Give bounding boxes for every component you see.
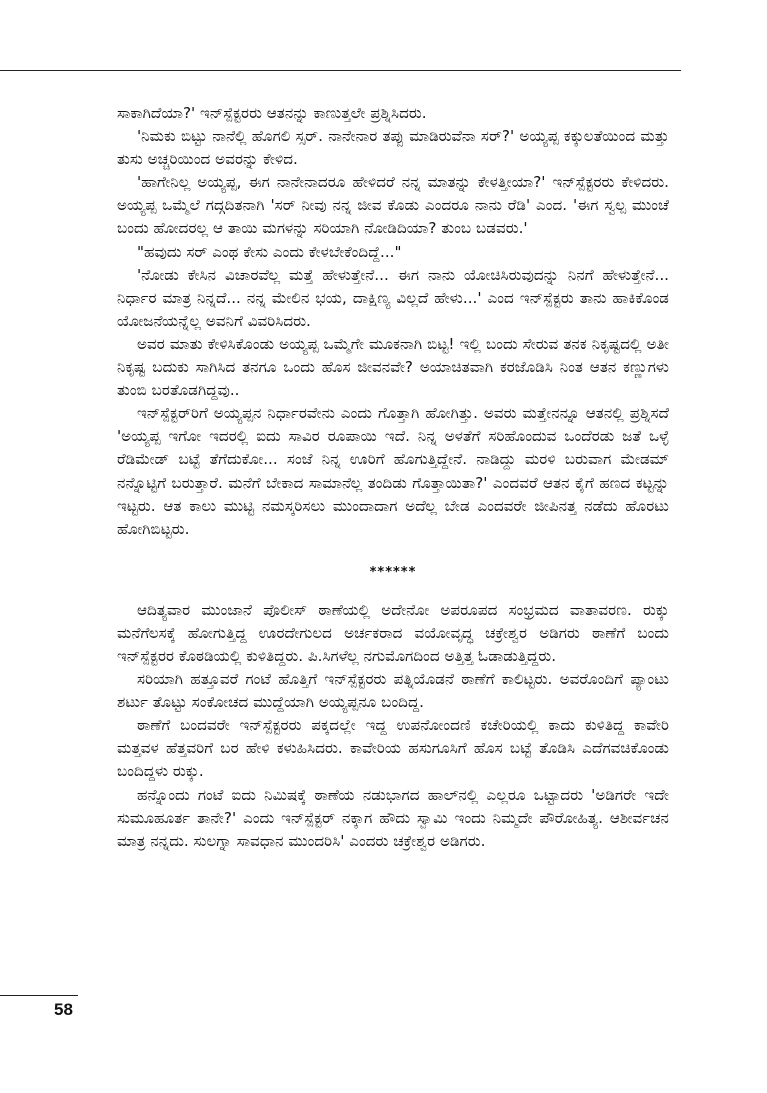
page-body-text [117, 102, 669, 853]
paragraph: ಹನ್ನೊಂದು ಗಂಟೆ ಐದು ನಿಮಿಷಕ್ಕೆ ಠಾಣೆಯ ನಡುಭಾಗದ ಹಾಲ್‌ನಲ್ಲಿ ಎಲ್ಲರೂ ಒಟ್ಟಾದರು 'ಅಡಿಗರೇ ಇದೇ ಸುಮೂಹೂರ್ತ ತಾನೇ?' ಎಂದು ಇನ್‌ಸ್ಪೆಕ್ಟರ್ ನಕ್ಕಾಗ ಹೌದು ಸ್ವಾಮಿ ಇಂದು ನಿಮ್ಮದೇ ಪೌರೋಹಿತ್ಯ. ಆಶೀರ್ವಚನ ಮಾತ್ರ ನನ್ನದು. ಸುಲಗ್ನಾ ಸಾವಧಾನ ಮುಂದರಿಸಿ' ಎಂದರು ಚಕ್ರೇಶ್ವರ ಅಡಿಗರು. [117, 785, 669, 850]
paragraph: ಠಾಣೆಗೆ ಬಂದವರೇ ಇನ್‌ಸ್ಪೆಕ್ಟರರು ಪಕ್ಕದಲ್ಲೇ ಇದ್ದ ಉಪನೋಂದಣಿ ಕಚೇರಿಯಲ್ಲಿ ಕಾದು ಕುಳಿತಿದ್ದ ಕಾವೇರಿ ಮತ್ತವಳ ಹೆತ್ತವರಿಗೆ ಬರ ಹೇಳಿ ಕಳುಹಿಸಿದರು. ಕಾವೇರಿಯ ಹಸುಗೂಸಿಗೆ ಹೊಸ ಬಟ್ಟೆ ತೊಡಿಸಿ ಎದೆಗವಚಿಕೊಂಡು ಬಂದಿದ್ದಳು ರುಕ್ಕು. [117, 716, 669, 781]
paragraph: ಸಾಕಾಗಿದೆಯಾ?' ಇನ್‌ಸ್ಪೆಕ್ಟರರು ಆತನನ್ನು ಕಾಣುತ್ತಲೇ ಪ್ರಶ್ನಿಸಿದರು. [117, 104, 427, 122]
paragraph: ಸರಿಯಾಗಿ ಹತ್ತೂವರೆ ಗಂಟೆ ಹೊತ್ತಿಗೆ ಇನ್‌ಸ್ಪೆಕ್ಟರರು ಪತ್ನಿಯೊಡನೆ ಠಾಣೆಗೆ ಕಾಲಿಟ್ಟರು. ಅವರೊಂದಿಗೆ ಪ್ಯಾಂಟು ಶರ್ಟು ತೊಟ್ಟು ಸಂಕೋಚದ ಮುದ್ದೆಯಾಗಿ ಅಯ್ಯಪ್ಪನೂ ಬಂದಿದ್ದ. [117, 670, 669, 712]
paragraph: ಅವರ ಮಾತು ಕೇಳಿಸಿಕೊಂಡು ಅಯ್ಯಪ್ಪ ಒಮ್ಮೆಗೇ ಮೂಕನಾಗಿ ಬಿಟ್ಟ! ಇಲ್ಲಿ ಬಂದು ಸೇರುವ ತನಕ ನಿಕೃಷ್ಟದಲ್ಲಿ ಅತೀ ನಿಕೃಷ್ಟ ಬದುಕು ಸಾಗಿಸಿದ ತನಗೂ ಒಂದು ಹೊಸ ಜೀವನವೇ? ಅಯಾಚಿತವಾಗಿ ಕರಜೊಡಿಸಿ ನಿಂತ ಆತನ ಕಣ್ಣುಗಳು ತುಂಬಿ ಬರತೊಡಗಿದ್ದವು.. [117, 334, 669, 400]
header-rule [0, 70, 681, 71]
paragraph: ಆದಿತ್ಯವಾರ ಮುಂಜಾನೆ ಪೊಲೀಸ್ ಠಾಣೆಯಲ್ಲಿ ಅದೇನೋ ಅಪರೂಪದ ಸಂಭ್ರಮದ ವಾತಾವರಣ. ರುಕ್ಕು ಮನೆಗೆಲಸಕ್ಕೆ ಹೋಗುತ್ತಿದ್ದ ಊರದೇಗುಲದ ಅರ್ಚಕರಾದ ವಯೋವೃದ್ಧ ಚಕ್ರೇಶ್ವರ ಅಡಿಗರು ಠಾಣೆಗೆ ಬಂದು ಇನ್‌ಸ್ಪೆಕ್ಟರರ ಕೊಠಡಿಯಲ್ಲಿ ಕುಳಿತಿದ್ದರು. ಪಿ.ಸಿಗಳೆಲ್ಲ ನಗುಮೊಗದಿಂದ ಅತ್ತಿತ್ತ ಓಡಾಡುತ್ತಿದ್ದರು. [117, 600, 669, 665]
paragraph: ಇನ್‌ಸ್ಪೆಕ್ಟರ್‌ರಿಗೆ ಅಯ್ಯಪ್ಪನ ನಿರ್ಧಾರವೇನು ಎಂದು ಗೊತ್ತಾಗಿ ಹೋಗಿತ್ತು. ಅವರು ಮತ್ತೇನನ್ನೂ ಆತನಲ್ಲಿ ಪ್ರಶ್ನಿಸದೆ 'ಅಯ್ಯಪ್ಪ ಇಗೋ ಇದರಲ್ಲಿ ಐದು ಸಾವಿರ ರೂಪಾಯಿ ಇದೆ. ನಿನ್ನ ಅಳತೆಗೆ ಸರಿಹೊಂದುವ ಒಂದೆರಡು ಜತೆ ಒಳ್ಳೆ ರೆಡಿಮೇಡ್ ಬಟ್ಟೆ ತೆಗೆದುಕೋ... ಸಂಜೆ ನಿನ್ನ ಊರಿಗೆ ಹೊಗುತ್ತಿದ್ದೇನೆ. ನಾಡಿದ್ದು ಮರಳಿ ಬರುವಾಗ ಮೇಡಮ್ ನನ್ನೊಟ್ಟಿಗೆ ಬರುತ್ತಾರೆ. ಮನೆಗೆ ಬೇಕಾದ ಸಾಮಾನೆಲ್ಲ ತಂದಿಡು ಗೊತ್ತಾಯಿತಾ?' ಎಂದವರೆ ಆತನ ಕೈಗೆ ಹಣದ ಕಟ್ಟನ್ನು ಇಟ್ಟರು. ಆತ ಕಾಲು ಮುಟ್ಟಿ ನಮಸ್ಕರಿಸಲು ಮುಂದಾದಾಗ ಅದೆಲ್ಲ ಬೇಡ ಎಂದವರೇ ಜೀಪಿನತ್ತ ನಡೆದು ಹೊರಟು ಹೋಗಿಬಿಟ್ಟರು. [117, 404, 669, 538]
section-separator: ****** [369, 564, 417, 580]
paragraph: 'ಹಾಗೇನಿಲ್ಲ ಅಯ್ಯಪ್ಪ, ಈಗ ನಾನೇನಾದರೂ ಹೇಳಿದರೆ ನನ್ನ ಮಾತನ್ನು ಕೇಳತ್ತೀಯಾ?' ಇನ್‌ಸ್ಪೆಕ್ಟರರು ಕೇಳಿದರು. ಅಯ್ಯಪ್ಪ ಒಮ್ಮೆಲೆ ಗದ್ಗದಿತನಾಗಿ 'ಸರ್ ನೀವು ನನ್ನ ಜೀವ ಕೊಡು ಎಂದರೂ ನಾನು ರೆಡಿ' ಎಂದ. 'ಈಗ ಸ್ವಲ್ಪ ಮುಂಚೆ ಬಂದು ಹೋದರಲ್ಲ ಆ ತಾಯಿ ಮಗಳನ್ನು ಸರಿಯಾಗಿ ನೋಡಿದಿಯಾ? ತುಂಬ ಬಡವರು.' [117, 173, 669, 238]
paragraph: 'ನಿಮಕು ಬಿಟ್ಟು ನಾನೆಲ್ಲಿ ಹೊಗಲಿ ಸ್ಸರ್. ನಾನೇನಾರ ತಪ್ಪು ಮಾಡಿರುವೆನಾ ಸರ್?' ಅಯ್ಯಪ್ಪ ಕಕ್ಕುಲತೆಯಿಂದ ಮತ್ತು ತುಸು ಅಚ್ಚರಿಯಿಂದ ಅವರನ್ನು ಕೇಳಿದ. [117, 127, 669, 169]
paragraph: 'ನೋಡು ಕೇಸಿನ ವಿಚಾರವೆಲ್ಲ ಮತ್ತೆ ಹೇಳುತ್ತೇನೆ... ಈಗ ನಾನು ಯೋಚಿಸಿರುವುದನ್ನು ನಿನಗೆ ಹೇಳುತ್ತೇನೆ... ನಿರ್ಧಾರ ಮಾತ್ರ ನಿನ್ನದೆ... ನನ್ನ ಮೇಲಿನ ಭಯ, ದಾಕ್ಷಿಣ್ಯ ವಿಲ್ಲದೆ ಹೇಳು...' ಎಂದ ಇನ್‌ಸ್ಪೆಕ್ಟರು ತಾನು ಹಾಕಿಕೊಂಡ ಯೋಜನೆಯನ್ನೆಲ್ಲ ಅವನಿಗೆ ವಿವರಿಸಿದರು. [117, 265, 669, 330]
paragraph: "ಹವುದು ಸರ್ ಎಂಥ ಕೇಸು ಎಂದು ಕೇಳಬೇಕೆಂದಿದ್ದೆ..." [137, 242, 402, 261]
page-number: 58 [54, 1000, 73, 1019]
footer-rule [0, 995, 78, 996]
